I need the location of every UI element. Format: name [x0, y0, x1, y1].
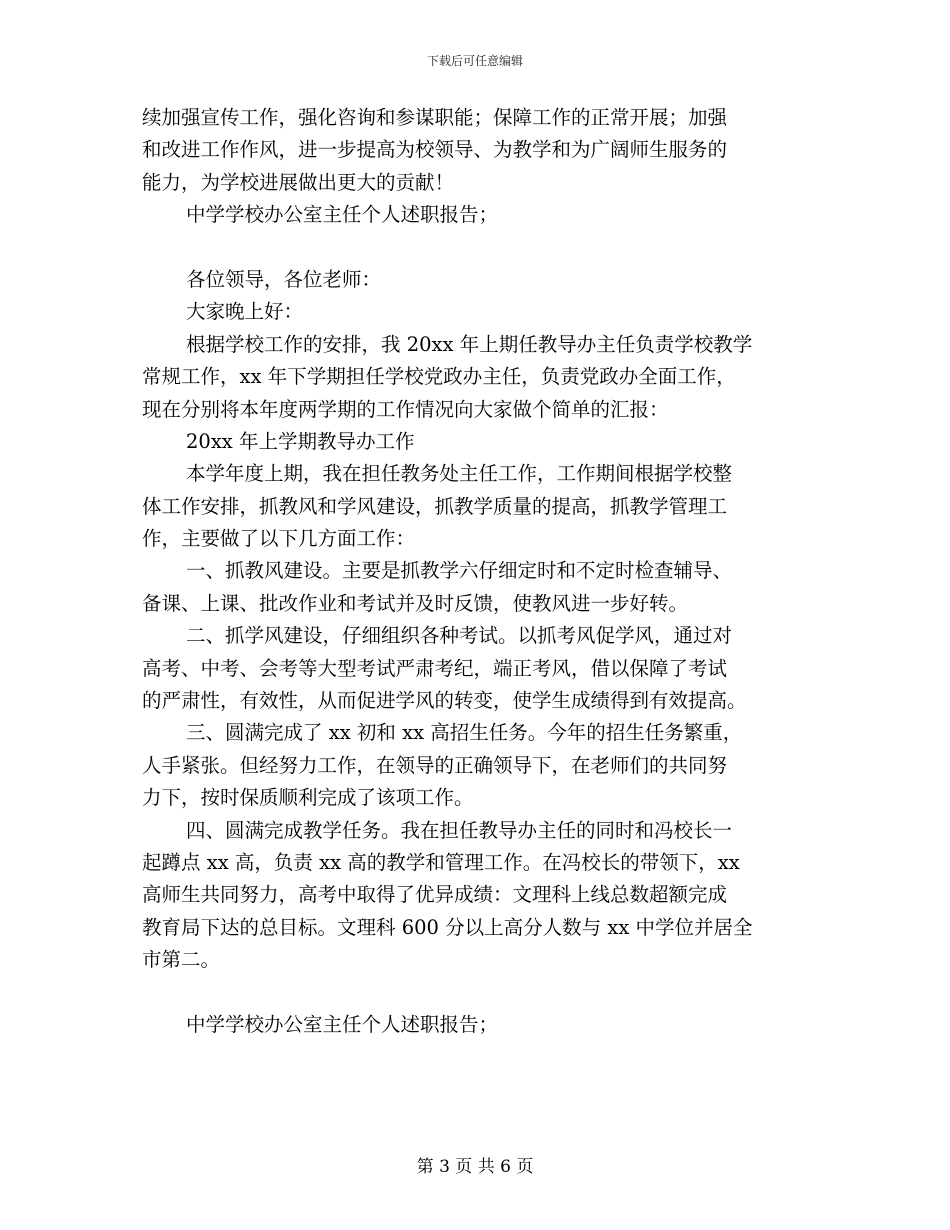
text-line: 一、抓教风建设。主要是抓教学六仔细定时和不定时检查辅导、: [186, 559, 733, 583]
blank-line: [142, 977, 812, 1009]
text-line: 四、圆满完成教学任务。我在担任教导办主任的同时和冯校长一: [186, 818, 733, 842]
text-line: 和改进工作作风，进一步提高为校领导、为教学和为广阔师生服务的: [142, 138, 728, 162]
text-line: 备课、上课、批改作业和考试并及时反馈，使教风进一步好转。: [142, 591, 689, 615]
text-line: 高师生共同努力，高考中取得了优异成绩：文理科上线总数超额完成: [142, 883, 728, 907]
blank-line: [142, 232, 812, 264]
section-heading: 中学学校办公室主任个人述职报告；: [186, 203, 499, 227]
salutation: 各位领导，各位老师：: [186, 267, 382, 291]
text-line: 体工作安排，抓教风和学风建设，抓教学质量的提高，抓教学管理工: [142, 494, 728, 518]
text-line: 力下，按时保质顺利完成了该项工作。: [142, 786, 474, 810]
text-line: 人手紧张。但经努力工作，在领导的正确领导下，在老师们的共同努: [142, 753, 728, 777]
text-line: 作，主要做了以下几方面工作：: [142, 527, 416, 551]
text-line: 本学年度上期，我在担任教务处主任工作，工作期间根据学校整: [186, 462, 733, 486]
text-line: 续加强宣传工作，强化咨询和参谋职能；保障工作的正常开展；加强: [142, 106, 728, 129]
text-line: 常规工作，xx 年下学期担任学校党政办主任，负责党政办全面工作，: [142, 365, 736, 389]
page-header: 下载后可任意编辑: [426, 54, 523, 68]
text-line: 三、圆满完成了 xx 初和 xx 高招生任务。今年的招生任务繁重，: [186, 721, 743, 745]
subsection-heading: 20xx 年上学期教导办工作: [186, 429, 415, 453]
document-body: [142, 102, 812, 1041]
text-line: 根据学校工作的安排，我 20xx 年上期任教导办主任负责学校教学: [186, 332, 753, 356]
text-line: 能力，为学校进展做出更大的贡献！: [142, 170, 455, 194]
text-line: 起蹲点 xx 高，负责 xx 高的教学和管理工作。在冯校长的带领下，xx: [142, 850, 740, 874]
text-line: 现在分别将本年度两学期的工作情况向大家做个简单的汇报：: [142, 397, 669, 421]
greeting: 大家晚上好：: [186, 300, 304, 324]
text-line: 教育局下达的总目标。文理科 600 分以上高分人数与 xx 中学位并居全: [142, 915, 753, 939]
text-line: 二、抓学风建设，仔细组织各种考试。以抓考风促学风，通过对: [186, 624, 733, 648]
text-line: 高考、中考、会考等大型考试严肃考纪，端正考风，借以保障了考试: [142, 656, 728, 680]
text-line: 的严肃性，有效性，从而促进学风的转变，使学生成绩得到有效提高。: [142, 689, 747, 713]
page-footer: 第 3 页 共 6 页: [416, 1157, 534, 1177]
section-heading: 中学学校办公室主任个人述职报告；: [186, 1012, 499, 1036]
text-line: 市第二。: [142, 948, 221, 972]
